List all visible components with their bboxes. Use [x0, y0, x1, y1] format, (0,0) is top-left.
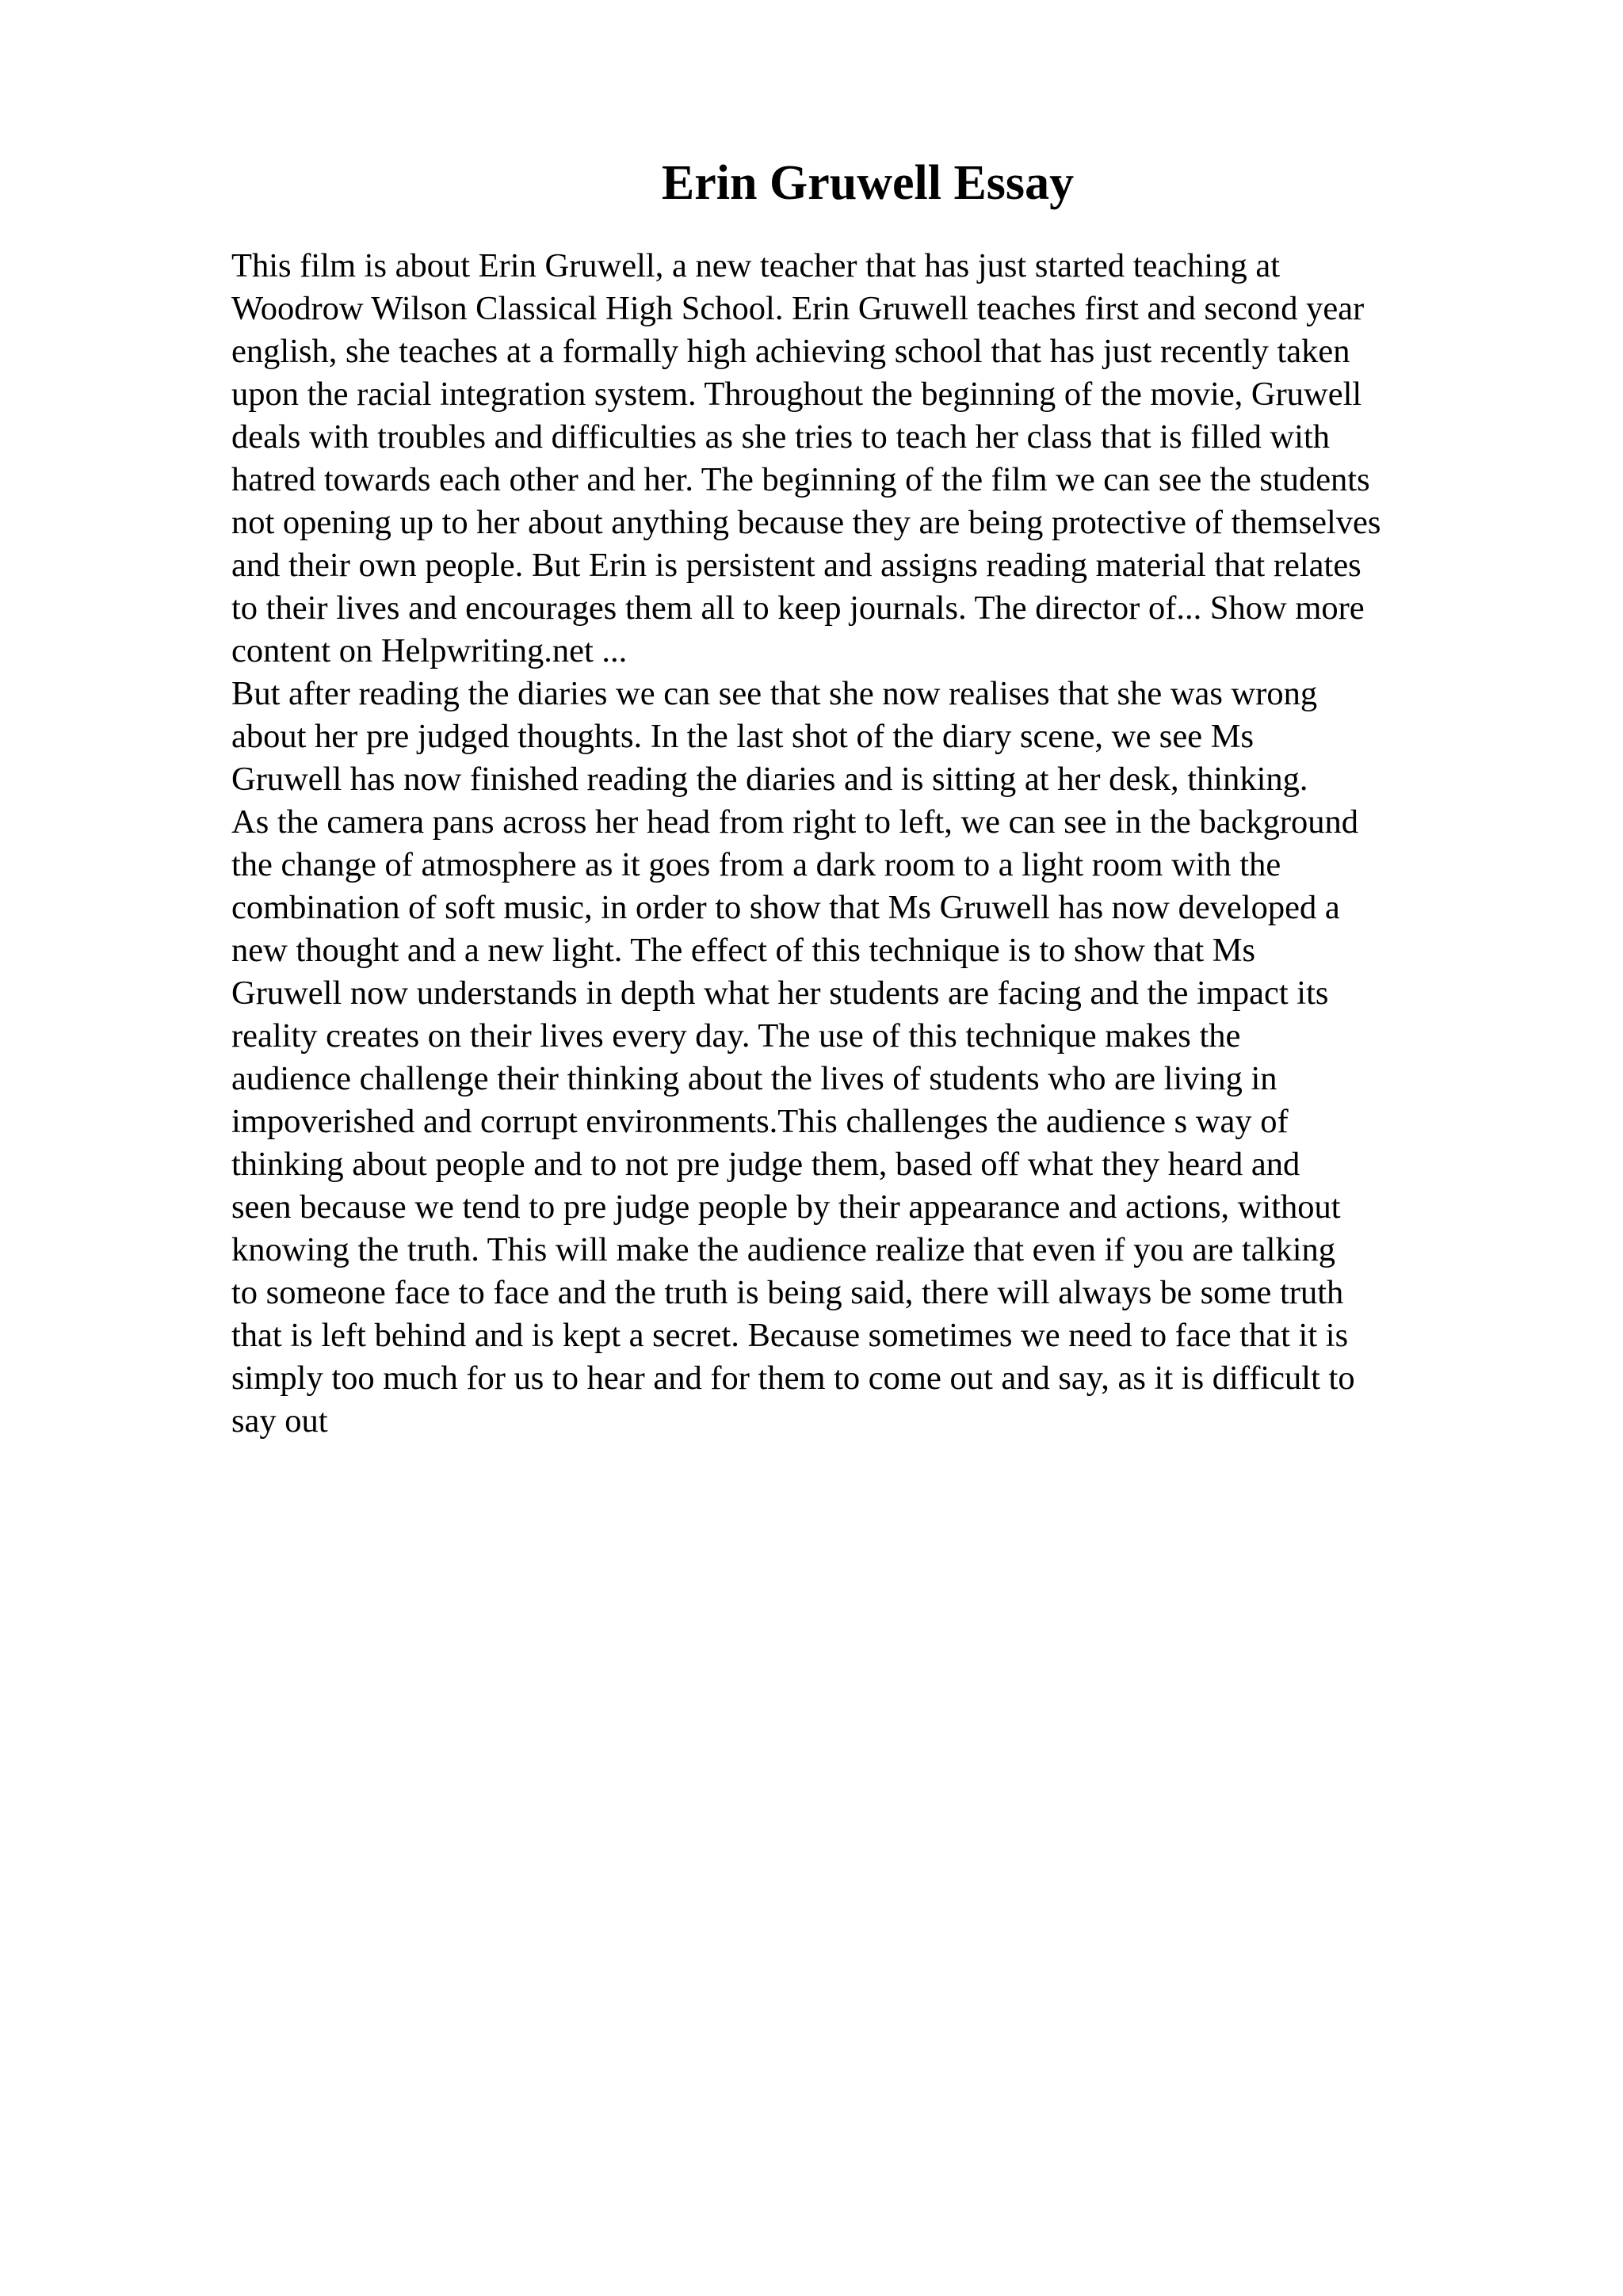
essay-line: upon the racial integration system. Throughout the beginning of the movie, Gruwell: [231, 376, 1362, 413]
essay-line: about her pre judged thoughts. In the last shot of the diary scene, we see Ms: [231, 718, 1254, 755]
essay-line: say out: [231, 1402, 328, 1440]
essay-line: to their lives and encourages them all to keep journals. The director of... Show more: [231, 589, 1365, 627]
essay-line: knowing the truth. This will make the audience realize that even if you are talking: [231, 1231, 1335, 1268]
essay-line: hatred towards each other and her. The beginning of the film we can see the students: [231, 461, 1370, 498]
essay-line: Woodrow Wilson Classical High School. Erin Gruwell teaches first and second year: [231, 290, 1365, 327]
essay-line: the change of atmosphere as it goes from a dark room to a light room with the: [231, 846, 1281, 883]
essay-line: Gruwell has now finished reading the diaries and is sitting at her desk, thinking.: [231, 761, 1308, 798]
essay-line: new thought and a new light. The effect of this technique is to show that Ms: [231, 932, 1256, 969]
essay-line: Gruwell now understands in depth what her students are facing and the impact its: [231, 974, 1329, 1012]
essay-line: that is left behind and is kept a secret. Because sometimes we need to face that it is: [231, 1317, 1349, 1354]
essay-line: audience challenge their thinking about the lives of students who are living in: [231, 1060, 1277, 1097]
essay-line: As the camera pans across her head from right to left, we can see in the background: [231, 803, 1359, 841]
essay-body: [231, 245, 1515, 1443]
essay-line: impoverished and corrupt environments.This challenges the audience s way of: [231, 1103, 1289, 1140]
essay-line: This film is about Erin Gruwell, a new teacher that has just started teaching at: [231, 247, 1280, 284]
essay-line: seen because we tend to pre judge people by their appearance and actions, without: [231, 1188, 1341, 1226]
essay-line: But after reading the diaries we can see that she now realises that she was wrong: [231, 675, 1318, 712]
essay-line: to someone face to face and the truth is being said, there will always be some truth: [231, 1274, 1344, 1311]
essay-line: reality creates on their lives every day. The use of this technique makes the: [231, 1017, 1241, 1055]
essay-line: thinking about people and to not pre judge them, based off what they heard and: [231, 1146, 1300, 1183]
essay-line: english, she teaches at a formally high achieving school that has just recently taken: [231, 333, 1350, 370]
essay-line: content on Helpwriting.net ...: [231, 632, 628, 669]
essay-line: deals with troubles and difficulties as she tries to teach her class that is filled with: [231, 418, 1331, 456]
essay-line: not opening up to her about anything because they are being protective of themselves: [231, 504, 1381, 541]
document-title: Erin Gruwell Essay: [661, 156, 1075, 210]
essay-line: and their own people. But Erin is persistent and assigns reading material that relates: [231, 547, 1361, 584]
essay-line: combination of soft music, in order to show that Ms Gruwell has now developed a: [231, 889, 1340, 926]
essay-line: simply too much for us to hear and for them to come out and say, as it is difficult to: [231, 1360, 1355, 1397]
